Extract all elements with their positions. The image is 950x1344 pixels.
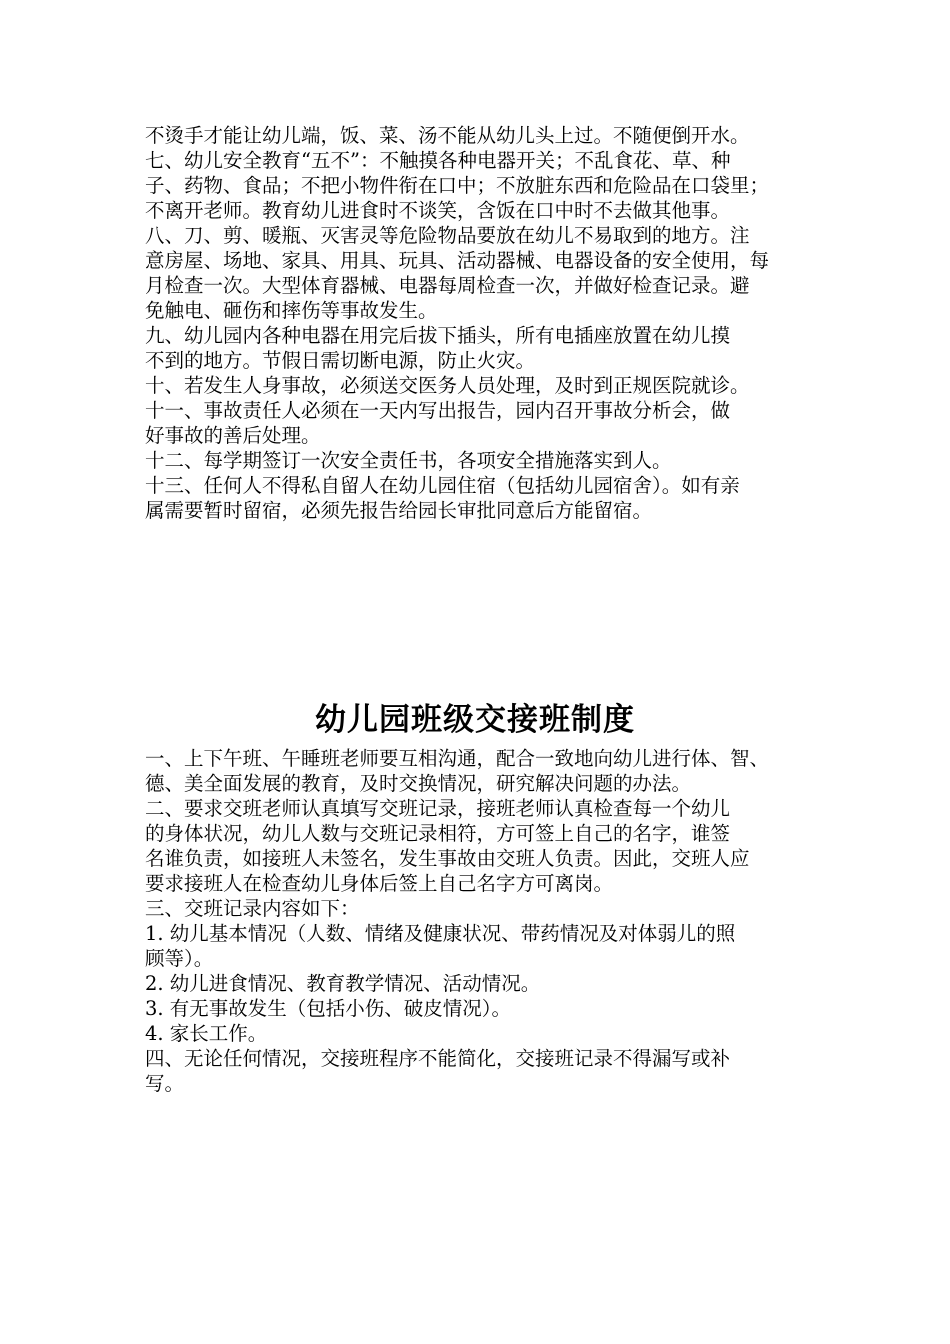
list-item-line: 2. 幼儿进食情况、教育教学情况、活动情况。 bbox=[145, 972, 541, 995]
paragraph-line: 二、要求交班老师认真填写交班记录，接班老师认真检查每一个幼儿 bbox=[145, 797, 731, 820]
paragraph-line: 的身体状况，幼儿人数与交班记录相符，方可签上自己的名字，谁签 bbox=[145, 822, 731, 845]
paragraph-line: 名谁负责，如接班人未签名，发生事故由交班人负责。因此，交班人应 bbox=[145, 847, 750, 870]
paragraph-line: 德、美全面发展的教育，及时交换情况，研究解决问题的办法。 bbox=[145, 772, 692, 795]
paragraph-line: 四、无论任何情况，交接班程序不能简化，交接班记录不得漏写或补 bbox=[145, 1047, 731, 1070]
paragraph-line: 属需要暂时留宿，必须先报告给园长审批同意后方能留宿。 bbox=[145, 499, 653, 522]
paragraph-line: 十二、每学期签订一次安全责任书，各项安全措施落实到人。 bbox=[145, 449, 672, 472]
list-item-line: 顾等）。 bbox=[145, 947, 214, 970]
list-item-line: 1. 幼儿基本情况（人数、情绪及健康状况、带药情况及对体弱儿的照 bbox=[145, 922, 736, 945]
paragraph-line: 写。 bbox=[145, 1072, 185, 1095]
paragraph-line: 不烫手才能让幼儿端，饭、菜、汤不能从幼儿头上过。不随便倒开水。 bbox=[145, 124, 750, 147]
paragraph-line: 九、幼儿园内各种电器在用完后拔下插头，所有电插座放置在幼儿摸 bbox=[145, 324, 731, 347]
paragraph-line: 八、刀、剪、暖瓶、灭害灵等危险物品要放在幼儿不易取到的地方。注 bbox=[145, 224, 750, 247]
paragraph-line: 三、交班记录内容如下： bbox=[145, 897, 360, 920]
paragraph-line: 十、若发生人身事故，必须送交医务人员处理，及时到正规医院就诊。 bbox=[145, 374, 750, 397]
paragraph-line: 月检查一次。大型体育器械、电器每周检查一次，并做好检查记录。避 bbox=[145, 274, 750, 297]
paragraph-line: 十三、任何人不得私自留人在幼儿园住宿（包括幼儿园宿舍）。如有亲 bbox=[145, 474, 740, 497]
paragraph-line: 不离开老师。教育幼儿进食时不谈笑，含饭在口中时不去做其他事。 bbox=[145, 199, 731, 222]
paragraph-line: 要求接班人在检查幼儿身体后签上自己名字方可离岗。 bbox=[145, 872, 614, 895]
paragraph-line: 不到的地方。节假日需切断电源，防止火灾。 bbox=[145, 349, 536, 372]
paragraph-line: 免触电、砸伤和摔伤等事故发生。 bbox=[145, 299, 438, 322]
paragraph-line: 好事故的善后处理。 bbox=[145, 424, 321, 447]
list-item-line: 3. 有无事故发生（包括小伤、破皮情况）。 bbox=[145, 997, 512, 1020]
paragraph-line: 七、幼儿安全教育“五不”：不触摸各种电器开关；不乱食花、草、种 bbox=[145, 149, 731, 172]
paragraph-line: 子、药物、食品；不把小物件衔在口中；不放脏东西和危险品在口袋里； bbox=[145, 174, 770, 197]
list-item-line: 4. 家长工作。 bbox=[145, 1022, 268, 1045]
paragraph-line: 一、上下午班、午睡班老师要互相沟通，配合一致地向幼儿进行体、智、 bbox=[145, 747, 770, 770]
paragraph-line: 十一、事故责任人必须在一天内写出报告，园内召开事故分析会，做 bbox=[145, 399, 731, 422]
handover-rules bbox=[145, 746, 825, 1096]
paragraph-line: 意房屋、场地、家具、用具、玩具、活动器械、电器设备的安全使用，每 bbox=[145, 249, 770, 272]
section-title: 幼儿园班级交接班制度 bbox=[315, 702, 635, 738]
safety-rules-continued bbox=[145, 123, 825, 523]
